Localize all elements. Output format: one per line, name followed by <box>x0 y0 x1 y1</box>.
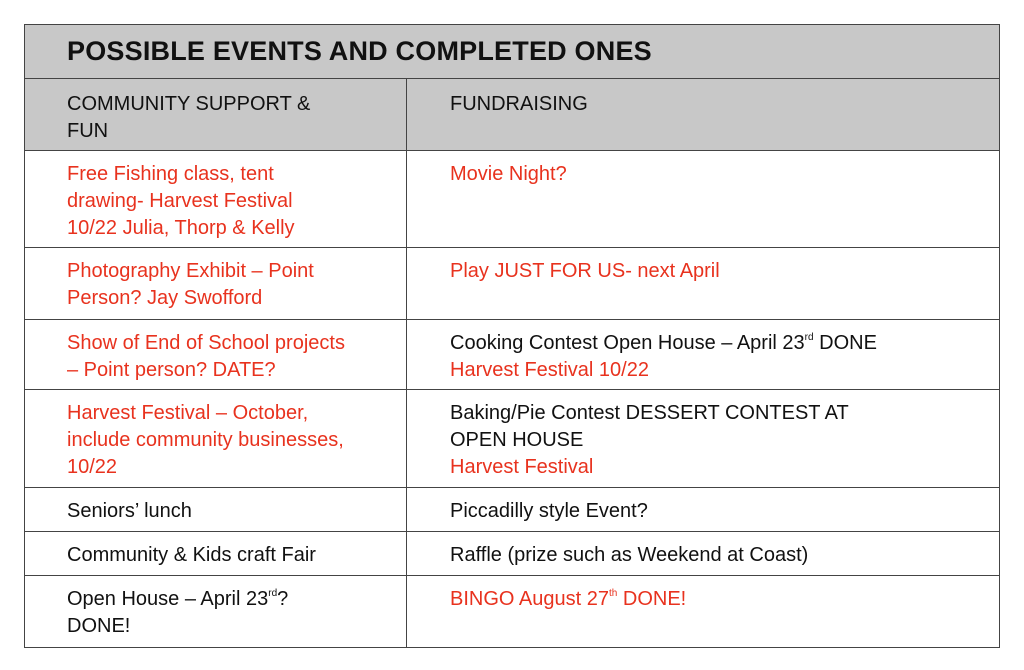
community-cell <box>25 151 407 247</box>
table-row <box>25 151 999 248</box>
cell-line <box>450 586 991 613</box>
header-community-support <box>25 79 407 150</box>
fundraising-cell <box>407 532 999 575</box>
table-row <box>25 576 999 647</box>
header-col1-line2: FUN <box>67 120 109 142</box>
cell-text: DONE! <box>617 588 687 610</box>
table-title-row <box>25 25 999 79</box>
cell-text: Seniors’ lunch <box>67 500 192 522</box>
cell-text: Community & Kids craft Fair <box>67 544 316 566</box>
header-col2: FUNDRAISING <box>450 93 588 115</box>
ordinal-suffix: rd <box>804 332 814 343</box>
header-row <box>25 79 999 151</box>
cell-line: Harvest Festival 10/22 <box>450 359 649 381</box>
cell-line <box>450 330 991 357</box>
table-row <box>25 488 999 532</box>
header-fundraising <box>407 79 999 150</box>
cell-text: Piccadilly style Event? <box>450 500 648 522</box>
cell-text: Play JUST FOR US- next April <box>450 260 720 282</box>
cell-text: DONE <box>813 332 877 354</box>
cell-line: drawing- Harvest Festival <box>67 190 293 212</box>
cell-line: DONE! <box>67 615 131 637</box>
table-row <box>25 390 999 488</box>
cell-line: Baking/Pie Contest DESSERT CONTEST AT <box>450 402 849 424</box>
cell-line: 10/22 Julia, Thorp & Kelly <box>67 217 295 239</box>
cell-line: – Point person? DATE? <box>67 359 276 381</box>
cell-line: Free Fishing class, tent <box>67 163 274 185</box>
cell-line <box>67 586 398 613</box>
cell-line: Person? Jay Swofford <box>67 287 263 309</box>
fundraising-cell <box>407 151 999 247</box>
community-cell <box>25 532 407 575</box>
cell-line: OPEN HOUSE <box>450 429 584 451</box>
cell-line: Photography Exhibit – Point <box>67 260 314 282</box>
cell-text: ? <box>277 588 289 610</box>
fundraising-cell <box>407 248 999 319</box>
cell-text: BINGO August 27 <box>450 588 609 610</box>
fundraising-cell <box>407 390 999 487</box>
community-cell <box>25 488 407 531</box>
header-col1-line1: COMMUNITY SUPPORT & <box>67 93 311 115</box>
cell-line: Show of End of School projects <box>67 332 345 354</box>
community-cell <box>25 320 407 389</box>
table-row <box>25 532 999 576</box>
table-title: POSSIBLE EVENTS AND COMPLETED ONES <box>67 36 652 66</box>
table-row <box>25 248 999 320</box>
fundraising-cell <box>407 320 999 389</box>
table-row <box>25 320 999 390</box>
fundraising-cell <box>407 488 999 531</box>
cell-text: Movie Night? <box>450 163 567 185</box>
events-table <box>24 24 1000 648</box>
cell-line: Harvest Festival – October, <box>67 402 309 424</box>
cell-text: Raffle (prize such as Weekend at Coast) <box>450 544 809 566</box>
fundraising-cell <box>407 576 999 647</box>
community-cell <box>25 576 407 647</box>
ordinal-suffix: rd <box>268 588 278 599</box>
cell-line: Harvest Festival <box>450 456 594 478</box>
community-cell <box>25 248 407 319</box>
cell-line: 10/22 <box>67 456 118 478</box>
cell-text: Open House – April 23 <box>67 588 269 610</box>
cell-text: Cooking Contest Open House – April 23 <box>450 332 805 354</box>
community-cell <box>25 390 407 487</box>
cell-line: include community businesses, <box>67 429 344 451</box>
ordinal-suffix: th <box>608 588 618 599</box>
